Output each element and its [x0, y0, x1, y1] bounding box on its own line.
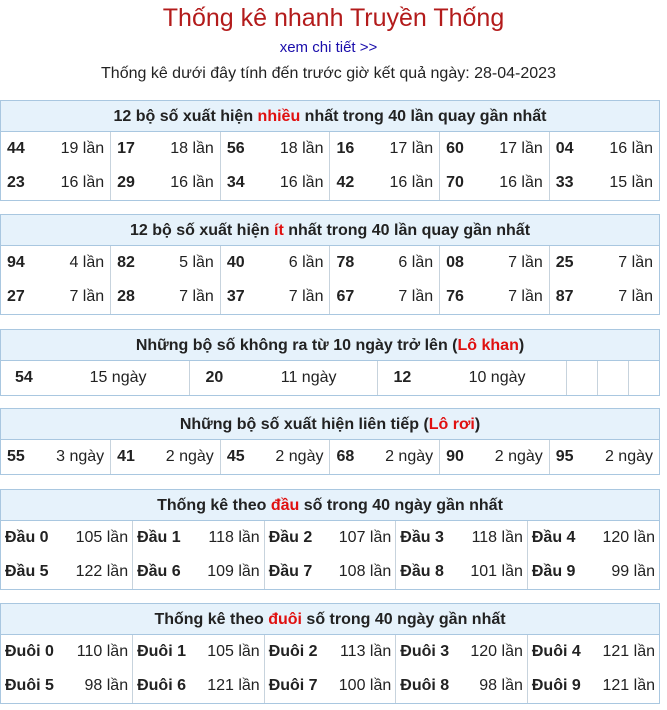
stat-cell: Đầu 4 120 lần — [531, 529, 655, 546]
stat-cell: 33 15 lần — [555, 174, 653, 191]
dau-section — [0, 489, 660, 590]
stat-cell: 54 15 ngày — [1, 361, 189, 395]
stat-cell: 90 2 ngày — [440, 440, 550, 474]
section-header: Thống kê theo đầu số trong 40 ngày gần nhất — [1, 490, 659, 521]
stat-cell: Đuôi 6 121 lần — [133, 669, 265, 703]
stat-cell: Đuôi 0 110 lần — [1, 635, 133, 669]
stat-cell: 40 6 lần — [220, 246, 330, 280]
table-row — [1, 669, 659, 703]
stat-cell: 78 6 lần — [330, 246, 440, 280]
stat-cell: 12 10 ngày — [377, 361, 566, 395]
stat-cell: Đuôi 7 100 lần — [264, 669, 396, 703]
stat-cell: Đuôi 9 121 lần — [531, 677, 655, 694]
stat-cell: Đuôi 1 105 lần — [133, 635, 265, 669]
stat-cell: Đầu 2 107 lần — [264, 521, 396, 555]
stat-cell: 67 7 lần — [330, 280, 440, 314]
stat-cell: 27 7 lần — [1, 280, 111, 314]
table-row — [1, 555, 659, 589]
duoi-table — [1, 635, 659, 703]
stat-cell: 68 2 ngày — [330, 440, 440, 474]
stat-cell: 56 18 lần — [220, 132, 330, 166]
section-header: 12 bộ số xuất hiện nhiều nhất trong 40 lần quay gần nhất — [1, 101, 659, 132]
stat-cell: Đầu 3 118 lần — [396, 521, 528, 555]
table-row — [1, 521, 659, 555]
stat-cell: 76 7 lần — [440, 280, 550, 314]
stat-cell: 28 7 lần — [111, 280, 221, 314]
stat-cell: Đuôi 2 113 lần — [264, 635, 396, 669]
table-row — [1, 246, 659, 280]
stat-cell: Đầu 0 105 lần — [1, 521, 133, 555]
stat-cell: Đuôi 4 121 lần — [531, 643, 655, 660]
stat-cell: 55 3 ngày — [1, 440, 111, 474]
stat-cell: 82 5 lần — [111, 246, 221, 280]
stat-cell: 42 16 lần — [330, 166, 440, 200]
empty-cell — [628, 361, 659, 395]
stat-cell: Đầu 6 109 lần — [133, 555, 265, 589]
stat-cell: 44 19 lần — [1, 132, 111, 166]
stat-cell: 08 7 lần — [440, 246, 550, 280]
page-title: Thống kê nhanh Truyền Thống — [162, 4, 505, 32]
empty-cell — [566, 361, 597, 395]
stat-cell: 37 7 lần — [220, 280, 330, 314]
table-row — [1, 440, 659, 474]
section-header: Những bộ số không ra từ 10 ngày trở lên (Lô khan) — [1, 330, 659, 361]
stat-cell: Đuôi 8 98 lần — [396, 669, 528, 703]
stat-cell: 70 16 lần — [440, 166, 550, 200]
least-frequent-section — [0, 214, 660, 315]
table-row — [1, 361, 659, 395]
stat-cell: 60 17 lần — [440, 132, 550, 166]
table-row — [1, 132, 659, 166]
stat-cell: Đầu 7 108 lần — [264, 555, 396, 589]
stat-cell: 25 7 lần — [555, 254, 653, 271]
duoi-section — [0, 603, 660, 704]
stat-cell: Đuôi 3 120 lần — [396, 635, 528, 669]
lo-khan-table — [1, 361, 659, 395]
stat-cell: 87 7 lần — [555, 288, 653, 305]
least-frequent-table — [1, 246, 659, 314]
table-row — [1, 166, 659, 200]
stat-cell: Đuôi 5 98 lần — [1, 669, 133, 703]
section-header: 12 bộ số xuất hiện ít nhất trong 40 lần quay gần nhất — [1, 215, 659, 246]
stat-cell: 16 17 lần — [330, 132, 440, 166]
most-frequent-table — [1, 132, 659, 200]
stat-cell: 94 4 lần — [1, 246, 111, 280]
table-row — [1, 635, 659, 669]
page-subtitle: Thống kê dưới đây tính đến trước giờ kết quả ngày: 28-04-2023 — [101, 65, 556, 82]
detail-link[interactable]: xem chi tiết >> — [279, 39, 378, 56]
stat-cell: Đầu 1 118 lần — [133, 521, 265, 555]
stat-cell: Đầu 9 99 lần — [531, 563, 655, 580]
stat-cell: 95 2 ngày — [555, 448, 653, 465]
stat-cell: 45 2 ngày — [220, 440, 330, 474]
section-header: Thống kê theo đuôi số trong 40 ngày gần nhất — [1, 604, 659, 635]
lo-khan-section — [0, 329, 660, 396]
empty-cell — [597, 361, 628, 395]
most-frequent-section — [0, 100, 660, 201]
stat-cell: 34 16 lần — [220, 166, 330, 200]
stat-cell: Đầu 5 122 lần — [1, 555, 133, 589]
stat-cell: 04 16 lần — [555, 140, 653, 157]
dau-table — [1, 521, 659, 589]
stat-cell: 20 11 ngày — [189, 361, 377, 395]
stat-cell: 41 2 ngày — [111, 440, 221, 474]
lo-roi-table — [1, 440, 659, 474]
lo-roi-section — [0, 408, 660, 475]
stat-cell: 17 18 lần — [111, 132, 221, 166]
stat-cell: 23 16 lần — [1, 166, 111, 200]
section-header: Những bộ số xuất hiện liên tiếp (Lô rơi) — [1, 409, 659, 440]
stat-cell: Đầu 8 101 lần — [396, 555, 528, 589]
table-row — [1, 280, 659, 314]
stat-cell: 29 16 lần — [111, 166, 221, 200]
